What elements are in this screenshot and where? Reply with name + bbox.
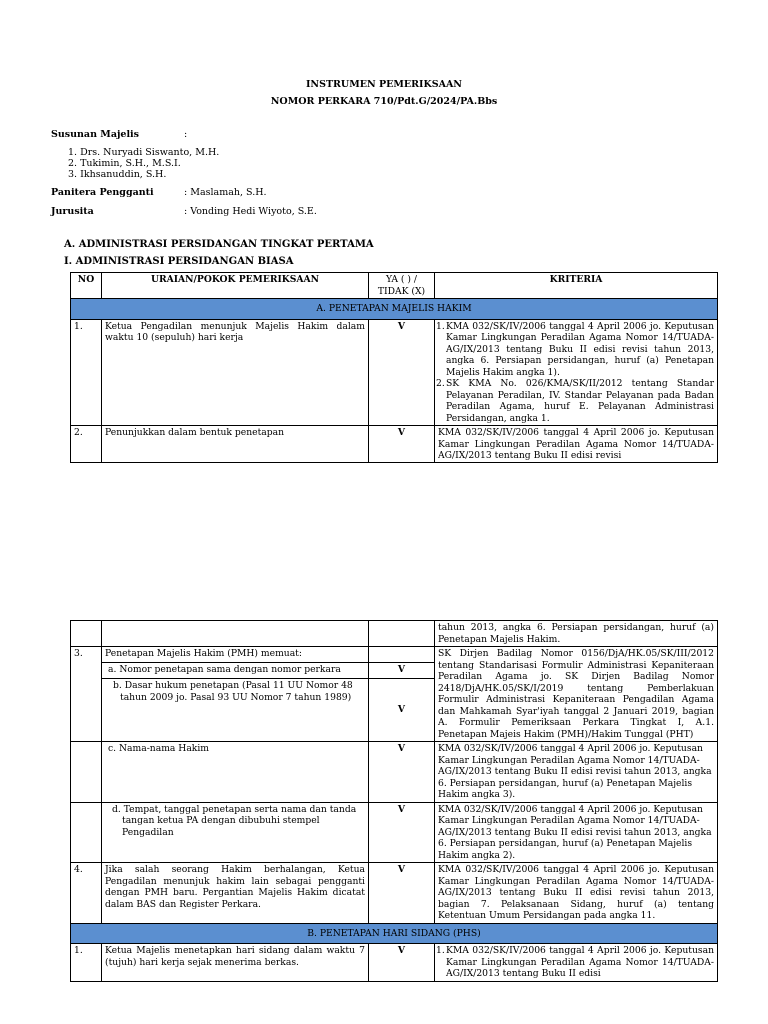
susunan-majelis-label: Susunan Majelis <box>51 129 140 140</box>
row-kriteria: SK Dirjen Badilag Nomor 0156/DjA/HK.05/SK/III/2012 tentang Standarisasi Formulir Administrasi Kepaniteraan Peradilan Agama jo. SK Dirjen Badilag Nomor 2418/DjA/HK.05/SK/I/2019 tentang Pemberlakuan Formulir Administrasi Kepaniteraan Pengadilan Agama dan Mahkamah Syar'iyah tanggal 2 Januari 2019, bagian A. Formulir Pemeriksaan Perkara Tingkat I, A.1. Penetapan Majeis Hakim (PMH)/Hakim Tunggal (PHT) <box>435 647 718 742</box>
crit-text: KMA 032/SK/IV/2006 tanggal 4 April 2006 jo. Keputusan Kamar Lingkungan Peradilan Agama Nomor 14/TUADA-AG/IX/2013 tentang Buku II edisi revisi <box>438 427 714 461</box>
row-mark <box>369 621 435 647</box>
header-uraian: URAIAN/POKOK PEMERIKSAAN <box>102 273 369 299</box>
row-mark: V <box>369 863 435 924</box>
row-mark: V <box>369 426 435 463</box>
row-no: 2. <box>71 426 102 463</box>
table-row <box>71 802 718 863</box>
member-3: 3. Ikhsanuddin, S.H. <box>68 169 167 180</box>
row-no <box>71 802 102 863</box>
group-b-heading: B. PENETAPAN HARI SIDANG (PHS) <box>71 923 718 944</box>
case-number: NOMOR PERKARA 710/Pdt.G/2024/PA.Bbs <box>270 96 498 107</box>
table-row <box>71 742 718 803</box>
table-row <box>71 319 718 426</box>
row-uraian <box>102 621 369 647</box>
crit-text: KMA 032/SK/IV/2006 tanggal 4 April 2006 jo. Keputusan Kamar Lingkungan Peradilan Agama Nomor 14/TUADA-AG/IX/2013 tentang Buku II edisi revisi tahun 2013, angka 6. Persiapan persidangan, huruf (a) Penetapan Majelis Hakim angka 1). <box>446 320 714 378</box>
header-ya-tidak: YA ( ) / TIDAK (X) <box>369 273 435 299</box>
row-mark: V <box>369 319 435 426</box>
member-2: 2. Tukimin, S.H., M.S.I. <box>68 158 181 169</box>
row-mark: V <box>369 802 435 863</box>
row-uraian: Jika salah seorang Hakim berhalangan, Ketua Pengadilan menunjuk hakim lain sebagai pengganti dengan PMH baru. Pergantian Majelis Hakim dicatat dalam BAS dan Register Perkara. <box>102 863 369 924</box>
row-kriteria <box>435 426 718 463</box>
jurusita-label: Jurusita <box>51 206 94 217</box>
row-uraian: Penunjukkan dalam bentuk penetapan <box>102 426 369 463</box>
table-page-1 <box>70 272 718 463</box>
row-kriteria: KMA 032/SK/IV/2006 tanggal 4 April 2006 jo. Keputusan Kamar Lingkungan Peradilan Agama Nomor 14/TUADA-AG/IX/2013 tentang Buku II edisi revisi tahun 2013, angka 6. Persiapan persidangan, huruf (a) Penetapan Majelis Hakim angka 2). <box>435 802 718 863</box>
row-no <box>71 621 102 647</box>
group-row <box>71 923 718 944</box>
row-no <box>71 742 102 803</box>
row-mark: V <box>369 679 435 742</box>
row-mark: V <box>369 742 435 803</box>
group-row <box>71 299 718 320</box>
table-row <box>71 621 718 647</box>
section-i-heading: I. ADMINISTRASI PERSIDANGAN BIASA <box>64 256 294 267</box>
row-mark: V <box>369 663 435 679</box>
table-page-2 <box>70 620 718 982</box>
row-no: 1. <box>71 319 102 426</box>
crit-num: 2. <box>436 378 445 389</box>
table-row <box>71 426 718 463</box>
crit-text: SK KMA No. 026/KMA/SK/II/2012 tentang Standar Pelayanan Peradilan, IV. Standar Pelayanan pada Badan Peradilan Agama, huruf E. Pelayanan Administrasi Persidangan, angka 1. <box>446 378 714 424</box>
row-uraian: Ketua Pengadilan menunjuk Majelis Hakim dalam waktu 10 (sepuluh) hari kerja <box>102 319 369 426</box>
row-kriteria: tahun 2013, angka 6. Persiapan persidangan, huruf (a) Penetapan Majelis Hakim. <box>435 621 718 647</box>
jurusita-value: : Vonding Hedi Wiyoto, S.E. <box>184 206 317 217</box>
header-no: NO <box>71 273 102 299</box>
table-row <box>71 647 718 663</box>
row-no: 1. <box>71 944 102 982</box>
row-no: 4. <box>71 863 102 924</box>
row-mark <box>369 647 435 663</box>
member-1: 1. Drs. Nuryadi Siswanto, M.H. <box>68 147 220 158</box>
row-no: 3. <box>71 647 102 742</box>
table-row <box>71 863 718 924</box>
panitera-value: : Maslamah, S.H. <box>184 187 267 198</box>
crit-num: 1. <box>436 320 445 332</box>
header-kriteria: KRITERIA <box>435 273 718 299</box>
document-title: INSTRUMEN PEMERIKSAAN <box>305 79 462 90</box>
row-uraian-a: a. Nomor penetapan sama dengan nomor perkara <box>102 663 369 679</box>
table-row <box>71 944 718 982</box>
panitera-label: Panitera Pengganti <box>51 187 154 198</box>
sub-text: d. Tempat, tanggal penetapan serta nama dan tanda tangan ketua PA dengan dibubuhi stempel Pengadilan <box>112 803 357 838</box>
row-uraian-c: c. Nama-nama Hakim <box>102 742 369 803</box>
row-uraian: Ketua Majelis menetapkan hari sidang dalam waktu 7 (tujuh) hari kerja sejak menerima berkas. <box>102 944 369 982</box>
row-kriteria <box>435 319 718 426</box>
section-a-heading: A. ADMINISTRASI PERSIDANGAN TINGKAT PERTAMA <box>64 239 374 250</box>
crit-text: KMA 032/SK/IV/2006 tanggal 4 April 2006 jo. Keputusan Kamar Lingkungan Peradilan Agama Nomor 14/TUADA-AG/IX/2013 tentang Buku II edisi <box>446 945 714 979</box>
sub-text: b. Dasar hukum penetapan (Pasal 11 UU Nomor 48 tahun 2009 jo. Pasal 93 UU Nomor 7 tahun 1989) <box>113 680 353 703</box>
crit-num: 1. <box>436 945 445 956</box>
row-uraian: Penetapan Majelis Hakim (PMH) memuat: <box>102 647 369 663</box>
row-kriteria <box>435 944 718 982</box>
table-header-row <box>71 273 718 299</box>
row-uraian-d <box>102 802 369 863</box>
group-a-heading: A. PENETAPAN MAJELIS HAKIM <box>71 299 718 320</box>
row-mark: V <box>369 944 435 982</box>
row-kriteria: KMA 032/SK/IV/2006 tanggal 4 April 2006 jo. Keputusan Kamar Lingkungan Peradilan Agama Nomor 14/TUADA-AG/IX/2013 tentang Buku II edisi revisi tahun 2013, angka 6. Persiapan persidangan, huruf (a) Penetapan Majelis Hakim angka 3). <box>435 742 718 803</box>
row-uraian-b <box>102 679 369 742</box>
row-kriteria: KMA 032/SK/IV/2006 tanggal 4 April 2006 jo. Keputusan Kamar Lingkungan Peradilan Agama Nomor 14/TUADA-AG/IX/2013 tentang Buku II edisi revisi tahun 2013, bagian 7. Pelaksanaan Sidang, huruf (a) tentang Ketentuan Umum Persidangan pada angka 11. <box>435 863 718 924</box>
susunan-colon: : <box>184 129 188 140</box>
